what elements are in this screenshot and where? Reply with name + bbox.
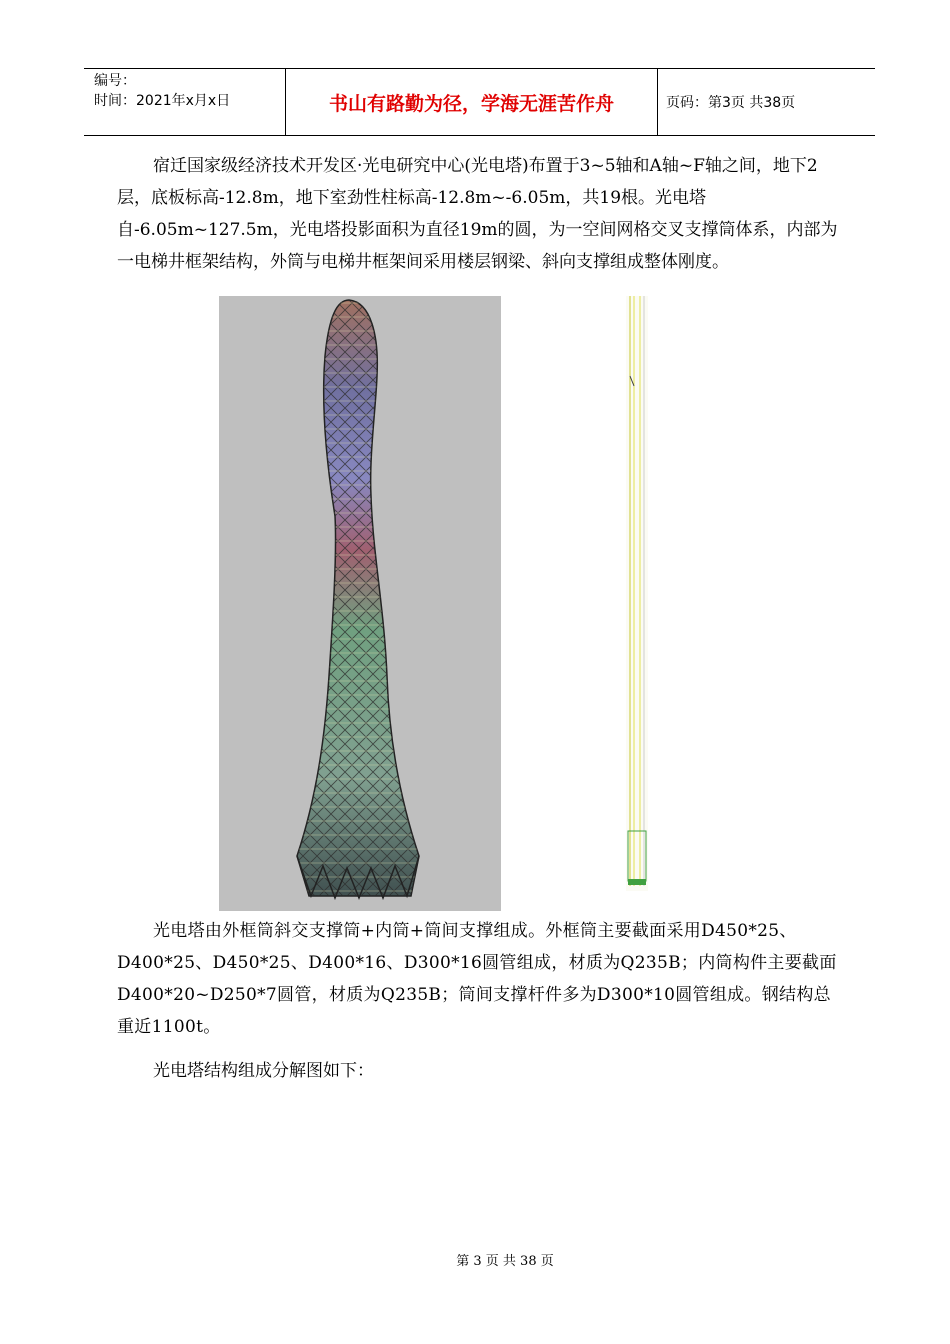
page-footer: 第 3 页 共 38 页	[456, 1254, 554, 1269]
paragraph-intro: 宿迁国家级经济技术开发区·光电研究中心(光电塔)布置于3~5轴和A轴~F轴之间，地下2层，底板标高-12.8m，地下室劲性柱标高-12.8m~-6.05m，共19根。光电塔自-6.05m~127.5m，光电塔投影面积为直径19m的圆，为一空间网格交叉支撑筒体系，内部为一电梯井框架结构，外筒与电梯井框架间采用楼层钢梁、斜向支撑组成整体刚度。	[117, 156, 838, 272]
header-table	[84, 68, 875, 136]
document-number: 编号：	[94, 73, 136, 89]
header-page-number: 页码：第3页 共38页	[666, 95, 796, 111]
header-info	[84, 69, 286, 135]
paragraph-structure: 光电塔由外框筒斜交支撑筒+内筒+筒间支撑组成。外框筒主要截面采用D450*25、D400*25、D450*25、D400*16、D300*16圆管组成，材质为Q235B；内筒构件主要截面D400*20~D250*7圆管，材质为Q235B；筒间支撑杆件多为D300*10圆管组成。钢结构总重近1100t。	[117, 921, 837, 1037]
tower-3d-model-image	[219, 296, 501, 911]
header-motto: 书山有路勤为径，学海无涯苦作舟	[286, 69, 658, 135]
paragraph-decomposition: 光电塔结构组成分解图如下：	[153, 1061, 374, 1081]
document-time: 时间：2021年x月x日	[94, 93, 231, 109]
tower-elevation-drawing-image	[620, 296, 656, 891]
